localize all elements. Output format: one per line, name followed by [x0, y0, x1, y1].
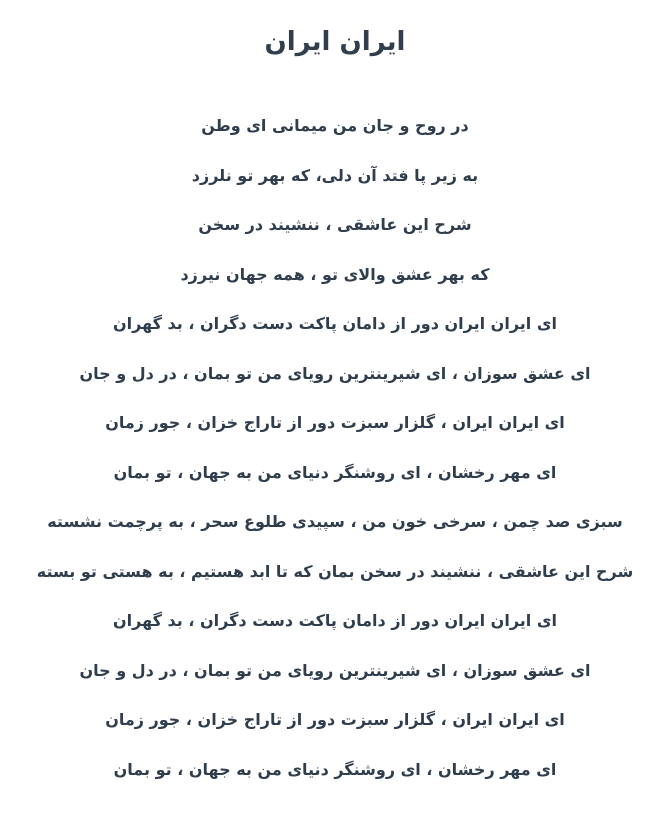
verse-line: که بهر عشق والای تو ، همه جهان نیرزد [180, 264, 490, 284]
verse-line: شرح این عاشقی ، ننشیند در سخن بمان که تا ابد هستیم ، به هستی تو بسته [36, 561, 634, 581]
verse-line: ای ایران ایران دور از دامان پاکت دست دگران ، بد گهران [113, 314, 557, 333]
page-title: ایران ایران [264, 27, 406, 57]
verse-line: ای عشق سوزان ، ای شیرینترین رویای من تو بمان ، در دل و جان [79, 363, 591, 383]
verse-line: در روح و جان من میمانی ای وطن [201, 116, 469, 135]
verse-line: ای مهر رخشان ، ای روشنگر دنیای من به جهان ، تو بمان [113, 759, 557, 779]
verse-line: ای ایران ایران ، گلزار سبزت دور از تاراج خزان ، جور زمان [105, 413, 565, 432]
verse-line: به زیر پا فتد آن دلی، که بهر تو نلرزد [191, 165, 479, 185]
verse-line: ای ایران ایران دور از دامان پاکت دست دگران ، بد گهران [113, 611, 557, 630]
verse-line: شرح این عاشقی ، ننشیند در سخن [198, 215, 472, 234]
verse-line: سبزی صد چمن ، سرخی خون من ، سپیدی طلوع سحر ، به پرچمت نشسته [47, 512, 623, 531]
verse-list [0, 114, 670, 782]
verse-line: ای مهر رخشان ، ای روشنگر دنیای من به جهان ، تو بمان [113, 462, 557, 482]
verse-line: ای ایران ایران ، گلزار سبزت دور از تاراج خزان ، جور زمان [105, 710, 565, 729]
verse-line: ای عشق سوزان ، ای شیرینترین رویای من تو بمان ، در دل و جان [79, 660, 591, 680]
